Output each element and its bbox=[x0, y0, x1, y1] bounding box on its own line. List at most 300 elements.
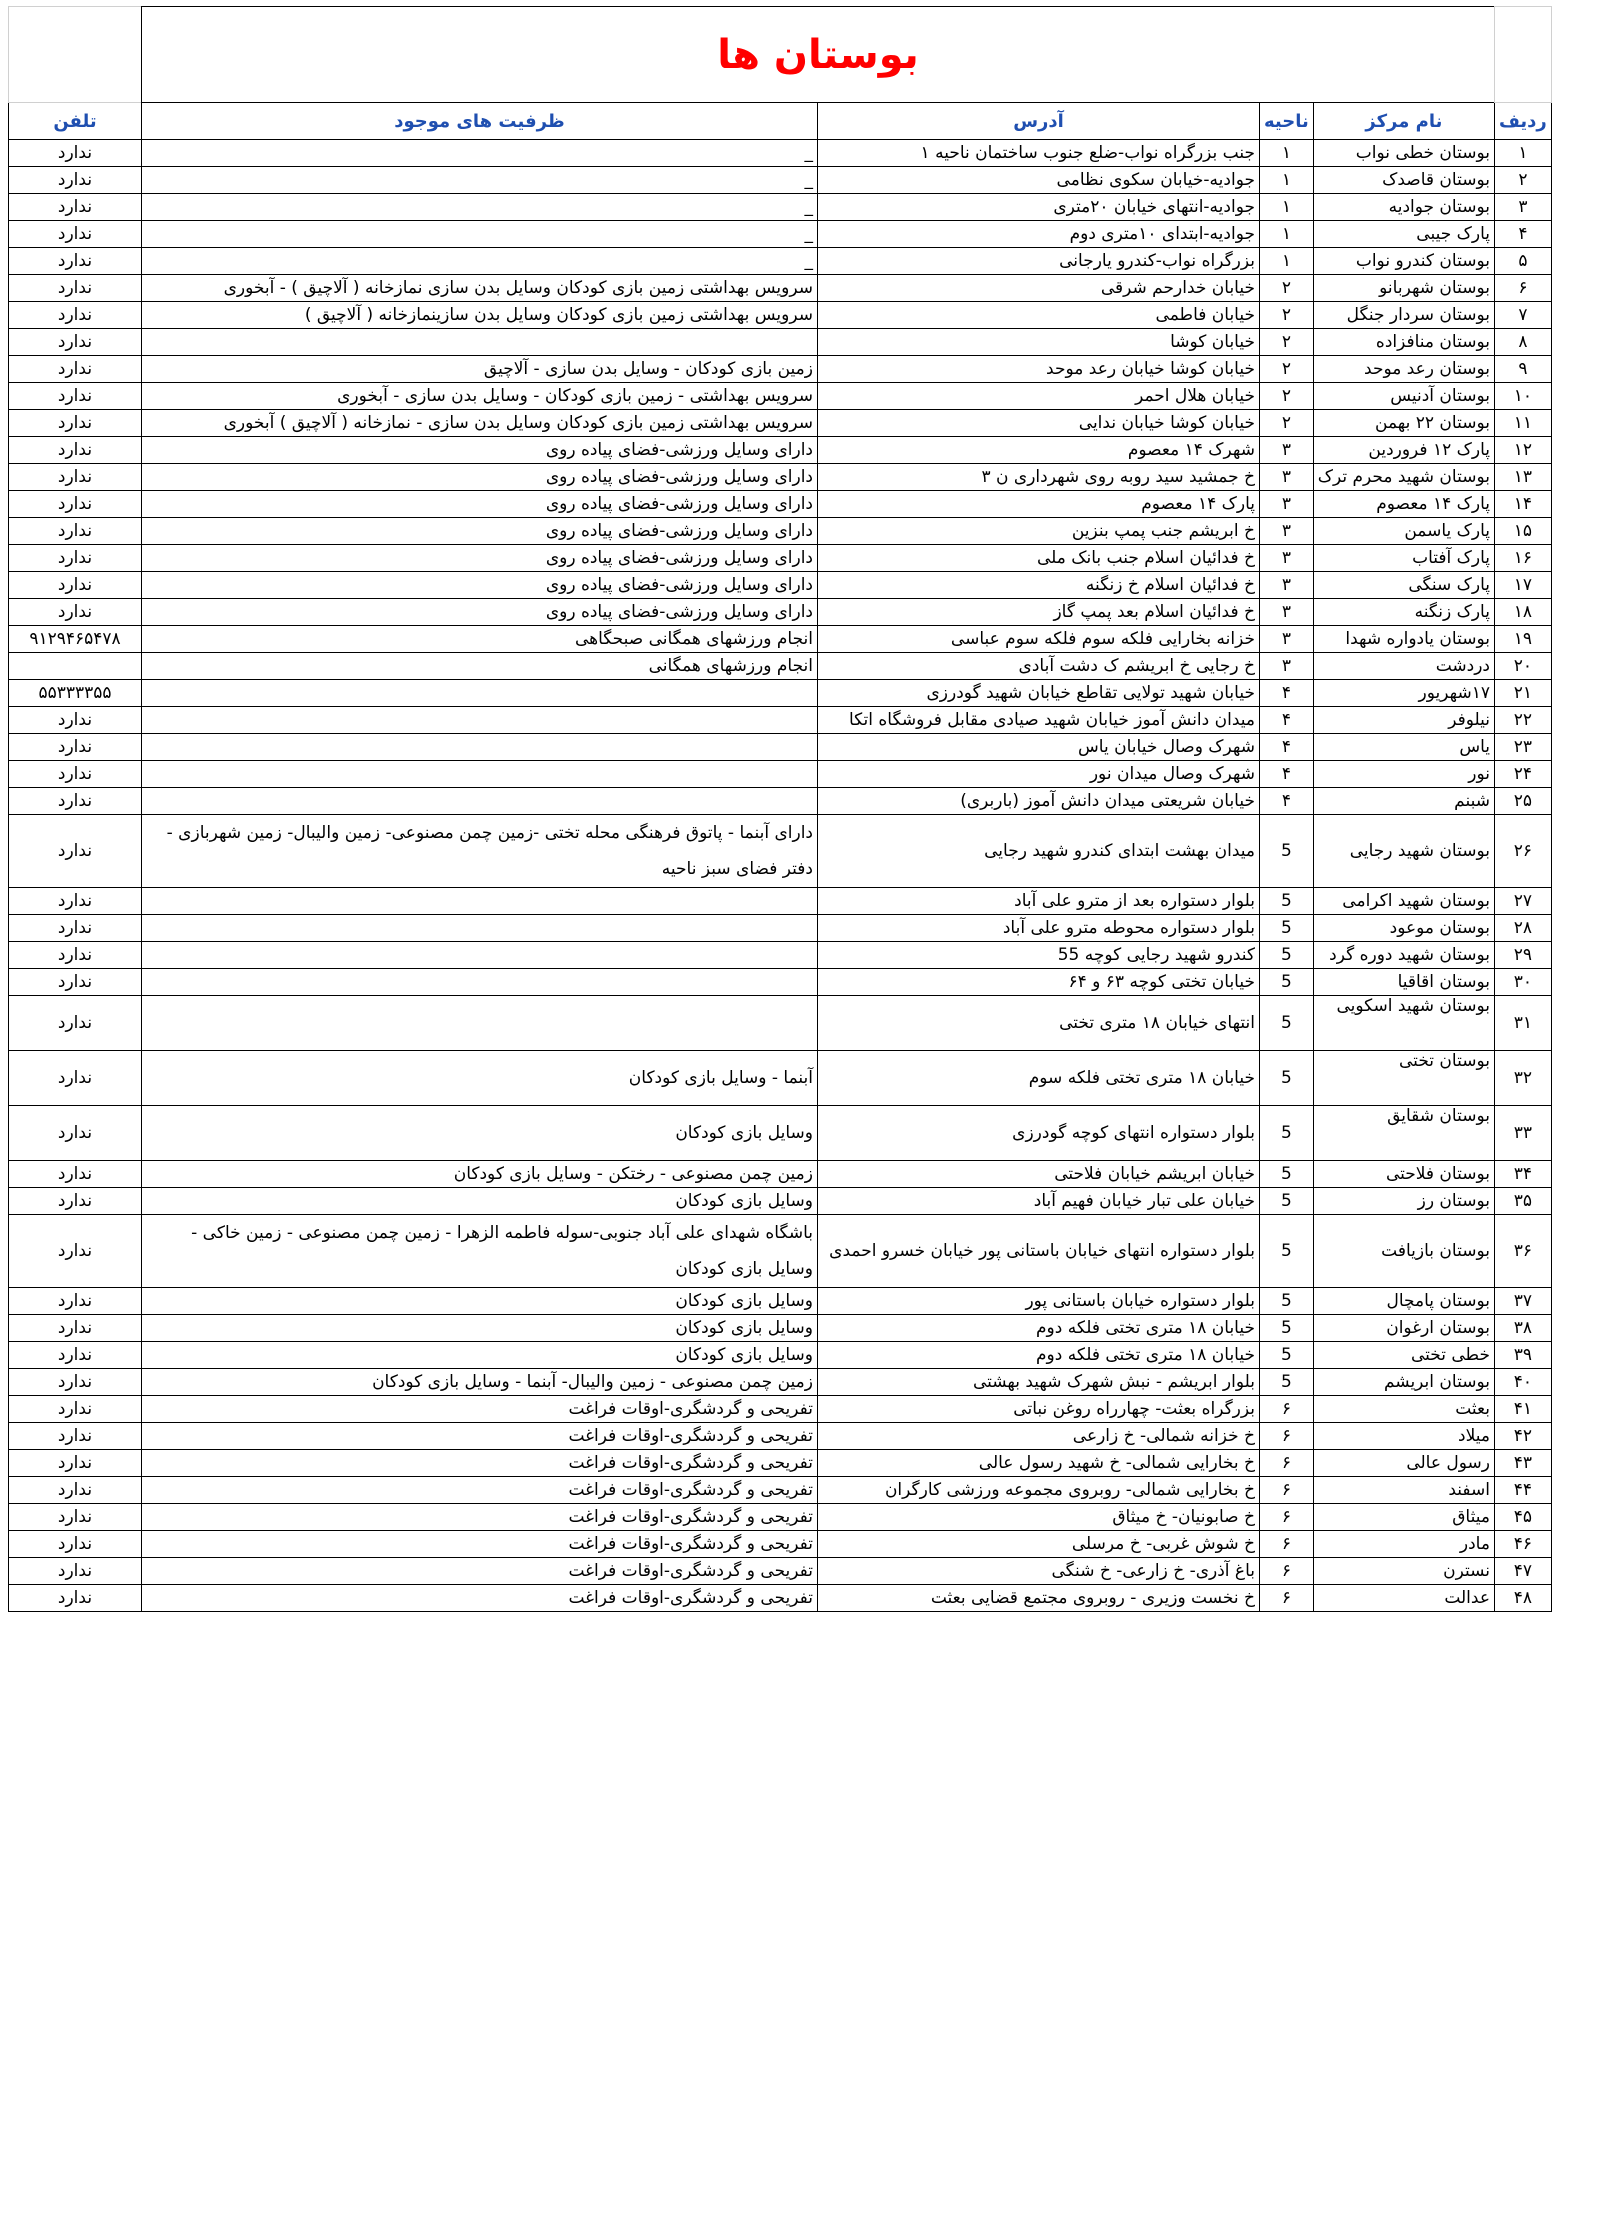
cell-name: بوستان کندرو نواب bbox=[1313, 248, 1494, 275]
cell-phone: ندارد bbox=[9, 1477, 142, 1504]
cell-capacity: زمین بازی کودکان - وسایل بدن سازی - آلاچیق bbox=[142, 356, 818, 383]
table-row bbox=[9, 888, 1552, 915]
cell-capacity: سرویس بهداشتی زمین بازی کودکان وسایل بدن سازی - نمازخانه ( آلاچیق ) آبخوری bbox=[142, 410, 818, 437]
cell-phone: ندارد bbox=[9, 248, 142, 275]
cell-name: اسفند bbox=[1313, 1477, 1494, 1504]
table-row bbox=[9, 788, 1552, 815]
cell-name: میثاق bbox=[1313, 1504, 1494, 1531]
cell-nahie: ۳ bbox=[1260, 572, 1314, 599]
cell-capacity: سرویس بهداشتی - زمین بازی کودکان - وسایل بدن سازی - آبخوری bbox=[142, 383, 818, 410]
cell-address: خیابان ۱۸ متری تختی فلکه دوم bbox=[818, 1315, 1260, 1342]
cell-capacity: تفریحی و گردشگری-اوقات فراغت bbox=[142, 1558, 818, 1585]
cell-address: خ بخارایی شمالی- خ شهید رسول عالی bbox=[818, 1450, 1260, 1477]
table-row bbox=[9, 653, 1552, 680]
cell-phone: ندارد bbox=[9, 1188, 142, 1215]
cell-nahie: ۶ bbox=[1260, 1585, 1314, 1612]
cell-capacity: آبنما - وسایل بازی کودکان bbox=[142, 1051, 818, 1106]
table-row bbox=[9, 707, 1552, 734]
cell-phone: ندارد bbox=[9, 1342, 142, 1369]
cell-radif: ۳۷ bbox=[1494, 1288, 1551, 1315]
header-phone: تلفن bbox=[9, 103, 142, 140]
cell-address: کندرو شهید رجایی کوچه 55 bbox=[818, 942, 1260, 969]
cell-name: بوستان پامچال bbox=[1313, 1288, 1494, 1315]
cell-address: بلوار دستواره انتهای کوچه گودرزی bbox=[818, 1106, 1260, 1161]
cell-capacity: زمین چمن مصنوعی - زمین والیبال- آبنما - وسایل بازی کودکان bbox=[142, 1369, 818, 1396]
cell-capacity: سرویس بهداشتی زمین بازی کودکان وسایل بدن سازینمازخانه ( آلاچیق ) bbox=[142, 302, 818, 329]
cell-radif: ۴۶ bbox=[1494, 1531, 1551, 1558]
cell-address: خیابان شهید تولایی تقاطع خیابان شهید گودرزی bbox=[818, 680, 1260, 707]
cell-name: بوستان ابریشم bbox=[1313, 1369, 1494, 1396]
cell-capacity: وسایل بازی کودکان bbox=[142, 1288, 818, 1315]
cell-address: جوادیه-انتهای خیابان ۲۰متری bbox=[818, 194, 1260, 221]
cell-radif: ۱۹ bbox=[1494, 626, 1551, 653]
cell-name: بوستان ارغوان bbox=[1313, 1315, 1494, 1342]
cell-capacity: دارای وسایل ورزشی-فضای پیاده روی bbox=[142, 572, 818, 599]
cell-capacity: تفریحی و گردشگری-اوقات فراغت bbox=[142, 1504, 818, 1531]
cell-radif: ۲۳ bbox=[1494, 734, 1551, 761]
cell-address: خ جمشید سید روبه روی شهرداری ن ۳ bbox=[818, 464, 1260, 491]
cell-phone: ندارد bbox=[9, 356, 142, 383]
cell-nahie: 5 bbox=[1260, 915, 1314, 942]
cell-name: پارک ۱۴ معصوم bbox=[1313, 491, 1494, 518]
cell-nahie: ۶ bbox=[1260, 1396, 1314, 1423]
table-row bbox=[9, 734, 1552, 761]
cell-radif: ۱۳ bbox=[1494, 464, 1551, 491]
cell-name: بوستان آدنیس bbox=[1313, 383, 1494, 410]
cell-phone: ندارد bbox=[9, 1369, 142, 1396]
cell-capacity bbox=[142, 707, 818, 734]
cell-name: بوستان شهید دوره گرد bbox=[1313, 942, 1494, 969]
cell-name: پارک زنگنه bbox=[1313, 599, 1494, 626]
table-row bbox=[9, 815, 1552, 888]
table-row bbox=[9, 1161, 1552, 1188]
cell-phone: ندارد bbox=[9, 167, 142, 194]
cell-capacity: دارای وسایل ورزشی-فضای پیاده روی bbox=[142, 545, 818, 572]
cell-capacity: تفریحی و گردشگری-اوقات فراغت bbox=[142, 1450, 818, 1477]
table-row bbox=[9, 1215, 1552, 1288]
cell-nahie: ۱ bbox=[1260, 194, 1314, 221]
header-address: آدرس bbox=[818, 103, 1260, 140]
cell-name: بوستان خطی نواب bbox=[1313, 140, 1494, 167]
cell-name: بوستان شهید رجایی bbox=[1313, 815, 1494, 888]
cell-nahie: 5 bbox=[1260, 815, 1314, 888]
cell-address: خیابان ۱۸ متری تختی فلکه دوم bbox=[818, 1342, 1260, 1369]
cell-phone: ندارد bbox=[9, 302, 142, 329]
cell-phone: ۵۵۳۳۳۳۵۵ bbox=[9, 680, 142, 707]
cell-radif: ۱۴ bbox=[1494, 491, 1551, 518]
table-row bbox=[9, 599, 1552, 626]
table-row bbox=[9, 248, 1552, 275]
cell-nahie: 5 bbox=[1260, 1161, 1314, 1188]
cell-phone: ندارد bbox=[9, 1288, 142, 1315]
cell-name: نور bbox=[1313, 761, 1494, 788]
cell-phone: ندارد bbox=[9, 464, 142, 491]
cell-phone: ندارد bbox=[9, 996, 142, 1051]
title-spacer-left bbox=[9, 7, 142, 103]
header-radif: ردیف bbox=[1494, 103, 1551, 140]
cell-phone: ندارد bbox=[9, 915, 142, 942]
cell-radif: ۱۰ bbox=[1494, 383, 1551, 410]
cell-address: انتهای خیابان ۱۸ متری تختی bbox=[818, 996, 1260, 1051]
cell-nahie: 5 bbox=[1260, 1051, 1314, 1106]
cell-address: شهرک ۱۴ معصوم bbox=[818, 437, 1260, 464]
cell-nahie: ۶ bbox=[1260, 1558, 1314, 1585]
cell-radif: ۱۱ bbox=[1494, 410, 1551, 437]
cell-radif: ۷ bbox=[1494, 302, 1551, 329]
cell-nahie: 5 bbox=[1260, 996, 1314, 1051]
table-row bbox=[9, 410, 1552, 437]
cell-radif: ۳۶ bbox=[1494, 1215, 1551, 1288]
cell-capacity: تفریحی و گردشگری-اوقات فراغت bbox=[142, 1585, 818, 1612]
cell-radif: ۳۵ bbox=[1494, 1188, 1551, 1215]
table-row bbox=[9, 1423, 1552, 1450]
header-capacity: ظرفیت های موجود bbox=[142, 103, 818, 140]
table-row bbox=[9, 356, 1552, 383]
table-row bbox=[9, 1504, 1552, 1531]
cell-nahie: ۳ bbox=[1260, 599, 1314, 626]
cell-name: ۱۷شهریور bbox=[1313, 680, 1494, 707]
cell-capacity: سرویس بهداشتی زمین بازی کودکان وسایل بدن سازی نمازخانه ( آلاچیق ) - آبخوری bbox=[142, 275, 818, 302]
cell-name: بوستان رز bbox=[1313, 1188, 1494, 1215]
table-row bbox=[9, 491, 1552, 518]
table-row bbox=[9, 518, 1552, 545]
cell-name: پارک آفتاب bbox=[1313, 545, 1494, 572]
table-row bbox=[9, 1315, 1552, 1342]
table-row bbox=[9, 464, 1552, 491]
cell-address: خیابان ۱۸ متری تختی فلکه سوم bbox=[818, 1051, 1260, 1106]
cell-nahie: ۲ bbox=[1260, 410, 1314, 437]
table-row bbox=[9, 942, 1552, 969]
table-row bbox=[9, 1450, 1552, 1477]
cell-nahie: ۴ bbox=[1260, 734, 1314, 761]
cell-radif: ۴۳ bbox=[1494, 1450, 1551, 1477]
cell-radif: ۸ bbox=[1494, 329, 1551, 356]
cell-phone: ندارد bbox=[9, 1450, 142, 1477]
cell-address: شهرک وصال میدان نور bbox=[818, 761, 1260, 788]
cell-address: جنب بزرگراه نواب-ضلع جنوب ساختمان ناحیه ۱ bbox=[818, 140, 1260, 167]
cell-radif: ۴۴ bbox=[1494, 1477, 1551, 1504]
cell-phone: ندارد bbox=[9, 734, 142, 761]
table-row bbox=[9, 1585, 1552, 1612]
cell-address: خیابان ابریشم خیابان فلاحتی bbox=[818, 1161, 1260, 1188]
cell-address: جوادیه-ابتدای ۱۰متری دوم bbox=[818, 221, 1260, 248]
cell-radif: ۲۷ bbox=[1494, 888, 1551, 915]
cell-name: دردشت bbox=[1313, 653, 1494, 680]
cell-radif: ۳۲ bbox=[1494, 1051, 1551, 1106]
cell-name: میلاد bbox=[1313, 1423, 1494, 1450]
cell-phone: ندارد bbox=[9, 491, 142, 518]
table-row bbox=[9, 572, 1552, 599]
table-body bbox=[9, 140, 1552, 1612]
cell-address: خیابان کوشا خیابان رعد موحد bbox=[818, 356, 1260, 383]
cell-name: بوستان جوادیه bbox=[1313, 194, 1494, 221]
cell-address: خ رجایی خ ابریشم ک دشت آبادی bbox=[818, 653, 1260, 680]
cell-name: پارک سنگی bbox=[1313, 572, 1494, 599]
cell-name: بوستان تختی bbox=[1313, 1051, 1494, 1106]
cell-phone: ندارد bbox=[9, 1161, 142, 1188]
cell-nahie: ۱ bbox=[1260, 248, 1314, 275]
cell-name: پارک یاسمن bbox=[1313, 518, 1494, 545]
spreadsheet bbox=[8, 6, 1552, 1612]
table-row bbox=[9, 1396, 1552, 1423]
cell-name: رسول عالی bbox=[1313, 1450, 1494, 1477]
cell-radif: ۳ bbox=[1494, 194, 1551, 221]
cell-phone: ندارد bbox=[9, 1558, 142, 1585]
cell-phone: ندارد bbox=[9, 1051, 142, 1106]
parks-table bbox=[8, 6, 1552, 1612]
table-row bbox=[9, 1288, 1552, 1315]
cell-name: یاس bbox=[1313, 734, 1494, 761]
cell-address: خیابان علی تبار خیابان فهیم آباد bbox=[818, 1188, 1260, 1215]
cell-phone: ندارد bbox=[9, 572, 142, 599]
cell-capacity bbox=[142, 888, 818, 915]
cell-address: خ فدائیان اسلام جنب بانک ملی bbox=[818, 545, 1260, 572]
cell-phone: ۹۱۲۹۴۶۵۴۷۸ bbox=[9, 626, 142, 653]
cell-address: بلوار دستواره محوطه مترو علی آباد bbox=[818, 915, 1260, 942]
cell-name: پارک ۱۲ فروردین bbox=[1313, 437, 1494, 464]
table-row bbox=[9, 1531, 1552, 1558]
cell-nahie: ۱ bbox=[1260, 167, 1314, 194]
cell-name: بوستان رعد موحد bbox=[1313, 356, 1494, 383]
cell-address: خیابان خدارحم شرقی bbox=[818, 275, 1260, 302]
cell-radif: ۳۳ bbox=[1494, 1106, 1551, 1161]
cell-capacity bbox=[142, 329, 818, 356]
cell-name: بوستان شهید اسکویی bbox=[1313, 996, 1494, 1051]
cell-phone: ندارد bbox=[9, 888, 142, 915]
cell-name: بوستان اقاقیا bbox=[1313, 969, 1494, 996]
cell-radif: ۲ bbox=[1494, 167, 1551, 194]
cell-address: بلوار دستواره انتهای خیابان باستانی پور خیابان خسرو احمدی bbox=[818, 1215, 1260, 1288]
cell-radif: ۴۵ bbox=[1494, 1504, 1551, 1531]
cell-name: نسترن bbox=[1313, 1558, 1494, 1585]
header-row bbox=[9, 103, 1552, 140]
cell-name: بوستان شهید محرم ترک bbox=[1313, 464, 1494, 491]
table-row bbox=[9, 761, 1552, 788]
cell-nahie: ۶ bbox=[1260, 1450, 1314, 1477]
cell-capacity: وسایل بازی کودکان bbox=[142, 1315, 818, 1342]
cell-radif: ۲۴ bbox=[1494, 761, 1551, 788]
cell-radif: ۴۸ bbox=[1494, 1585, 1551, 1612]
cell-capacity: دارای وسایل ورزشی-فضای پیاده روی bbox=[142, 464, 818, 491]
cell-nahie: 5 bbox=[1260, 1288, 1314, 1315]
cell-phone: ندارد bbox=[9, 1106, 142, 1161]
table-row bbox=[9, 329, 1552, 356]
cell-nahie: ۲ bbox=[1260, 329, 1314, 356]
cell-address: خیابان کوشا خیابان ندایی bbox=[818, 410, 1260, 437]
cell-nahie: 5 bbox=[1260, 1369, 1314, 1396]
table-row bbox=[9, 194, 1552, 221]
cell-address: میدان بهشت ابتدای کندرو شهید رجایی bbox=[818, 815, 1260, 888]
cell-phone: ندارد bbox=[9, 599, 142, 626]
cell-radif: ۴۲ bbox=[1494, 1423, 1551, 1450]
cell-address: خزانه بخارایی فلکه سوم فلکه سوم عباسی bbox=[818, 626, 1260, 653]
cell-nahie: ۳ bbox=[1260, 491, 1314, 518]
cell-capacity: دارای وسایل ورزشی-فضای پیاده روی bbox=[142, 437, 818, 464]
cell-capacity: وسایل بازی کودکان bbox=[142, 1106, 818, 1161]
cell-nahie: ۳ bbox=[1260, 464, 1314, 491]
cell-capacity bbox=[142, 734, 818, 761]
title-spacer-right bbox=[1494, 7, 1551, 103]
cell-phone: ندارد bbox=[9, 383, 142, 410]
cell-name: نیلوفر bbox=[1313, 707, 1494, 734]
cell-radif: ۲۸ bbox=[1494, 915, 1551, 942]
cell-capacity: دارای وسایل ورزشی-فضای پیاده روی bbox=[142, 491, 818, 518]
cell-phone: ندارد bbox=[9, 1396, 142, 1423]
cell-nahie: ۲ bbox=[1260, 356, 1314, 383]
cell-radif: ۲۰ bbox=[1494, 653, 1551, 680]
cell-phone: ندارد bbox=[9, 1315, 142, 1342]
cell-capacity: انجام ورزشهای همگانی صبحگاهی bbox=[142, 626, 818, 653]
cell-phone: ندارد bbox=[9, 788, 142, 815]
table-row bbox=[9, 383, 1552, 410]
table-row bbox=[9, 545, 1552, 572]
cell-capacity: تفریحی و گردشگری-اوقات فراغت bbox=[142, 1396, 818, 1423]
cell-radif: ۳۸ bbox=[1494, 1315, 1551, 1342]
table-row bbox=[9, 221, 1552, 248]
table-row bbox=[9, 915, 1552, 942]
cell-nahie: 5 bbox=[1260, 942, 1314, 969]
cell-radif: ۶ bbox=[1494, 275, 1551, 302]
cell-address: پارک ۱۴ معصوم bbox=[818, 491, 1260, 518]
cell-address: خ بخارایی شمالی- روبروی مجموعه ورزشی کارگران bbox=[818, 1477, 1260, 1504]
table-row bbox=[9, 1106, 1552, 1161]
cell-phone: ندارد bbox=[9, 815, 142, 888]
cell-name: بوستان منافزاده bbox=[1313, 329, 1494, 356]
table-row bbox=[9, 1558, 1552, 1585]
cell-phone: ندارد bbox=[9, 942, 142, 969]
cell-phone: ندارد bbox=[9, 221, 142, 248]
cell-capacity bbox=[142, 942, 818, 969]
cell-address: بلوار دستواره بعد از مترو علی آباد bbox=[818, 888, 1260, 915]
cell-name: بوستان موعود bbox=[1313, 915, 1494, 942]
cell-address: خ نخست وزیری - روبروی مجتمع قضایی بعثت bbox=[818, 1585, 1260, 1612]
cell-nahie: 5 bbox=[1260, 1106, 1314, 1161]
cell-capacity: انجام ورزشهای همگانی bbox=[142, 653, 818, 680]
cell-capacity bbox=[142, 680, 818, 707]
cell-address: خ خزانه شمالی- خ زارعی bbox=[818, 1423, 1260, 1450]
cell-address: خیابان هلال احمر bbox=[818, 383, 1260, 410]
cell-radif: ۱ bbox=[1494, 140, 1551, 167]
cell-nahie: ۳ bbox=[1260, 653, 1314, 680]
cell-address: خ فدائیان اسلام خ زنگنه bbox=[818, 572, 1260, 599]
header-name: نام مرکز bbox=[1313, 103, 1494, 140]
cell-capacity: _ bbox=[142, 140, 818, 167]
cell-nahie: ۴ bbox=[1260, 680, 1314, 707]
cell-nahie: 5 bbox=[1260, 1188, 1314, 1215]
cell-radif: ۱۷ bbox=[1494, 572, 1551, 599]
cell-capacity: وسایل بازی کودکان bbox=[142, 1342, 818, 1369]
cell-radif: ۹ bbox=[1494, 356, 1551, 383]
cell-name: بوستان شهربانو bbox=[1313, 275, 1494, 302]
cell-capacity: _ bbox=[142, 248, 818, 275]
cell-nahie: ۶ bbox=[1260, 1477, 1314, 1504]
table-row bbox=[9, 969, 1552, 996]
cell-phone: ندارد bbox=[9, 969, 142, 996]
table-row bbox=[9, 140, 1552, 167]
cell-phone bbox=[9, 653, 142, 680]
cell-nahie: ۳ bbox=[1260, 626, 1314, 653]
cell-name: بعثت bbox=[1313, 1396, 1494, 1423]
cell-name: مادر bbox=[1313, 1531, 1494, 1558]
cell-nahie: ۲ bbox=[1260, 275, 1314, 302]
cell-name: بوستان قاصدک bbox=[1313, 167, 1494, 194]
cell-phone: ندارد bbox=[9, 275, 142, 302]
cell-name: بوستان شقایق bbox=[1313, 1106, 1494, 1161]
cell-capacity: _ bbox=[142, 221, 818, 248]
cell-address: بزرگراه بعثت- چهارراه روغن نباتی bbox=[818, 1396, 1260, 1423]
cell-address: خیابان تختی کوچه ۶۳ و ۶۴ bbox=[818, 969, 1260, 996]
cell-name: بوستان یادواره شهدا bbox=[1313, 626, 1494, 653]
cell-phone: ندارد bbox=[9, 518, 142, 545]
cell-address: بلوار دستواره خیابان باستانی پور bbox=[818, 1288, 1260, 1315]
cell-nahie: ۳ bbox=[1260, 437, 1314, 464]
header-nahie: ناحیه bbox=[1260, 103, 1314, 140]
table-row bbox=[9, 167, 1552, 194]
cell-nahie: ۳ bbox=[1260, 545, 1314, 572]
cell-radif: ۲۱ bbox=[1494, 680, 1551, 707]
cell-capacity: _ bbox=[142, 167, 818, 194]
cell-radif: ۵ bbox=[1494, 248, 1551, 275]
cell-phone: ندارد bbox=[9, 707, 142, 734]
cell-address: خ شوش غربی- خ مرسلی bbox=[818, 1531, 1260, 1558]
cell-phone: ندارد bbox=[9, 1423, 142, 1450]
cell-radif: ۴۷ bbox=[1494, 1558, 1551, 1585]
cell-address: باغ آذری- خ زارعی- خ شنگی bbox=[818, 1558, 1260, 1585]
page-title: بوستان ها bbox=[142, 7, 1495, 103]
cell-phone: ندارد bbox=[9, 194, 142, 221]
table-row bbox=[9, 1188, 1552, 1215]
cell-name: عدالت bbox=[1313, 1585, 1494, 1612]
cell-nahie: ۳ bbox=[1260, 518, 1314, 545]
cell-name: بوستان بازیافت bbox=[1313, 1215, 1494, 1288]
cell-nahie: ۶ bbox=[1260, 1423, 1314, 1450]
cell-address: بزرگراه نواب-کندرو یارجانی bbox=[818, 248, 1260, 275]
cell-capacity: زمین چمن مصنوعی - رختکن - وسایل بازی کودکان bbox=[142, 1161, 818, 1188]
cell-phone: ندارد bbox=[9, 545, 142, 572]
cell-radif: ۱۶ bbox=[1494, 545, 1551, 572]
cell-name: پارک جیبی bbox=[1313, 221, 1494, 248]
cell-phone: ندارد bbox=[9, 1585, 142, 1612]
cell-nahie: ۴ bbox=[1260, 707, 1314, 734]
cell-nahie: 5 bbox=[1260, 1315, 1314, 1342]
cell-nahie: 5 bbox=[1260, 1215, 1314, 1288]
cell-capacity: وسایل بازی کودکان bbox=[142, 1188, 818, 1215]
cell-address: میدان دانش آموز خیابان شهید صیادی مقابل فروشگاه اتکا bbox=[818, 707, 1260, 734]
cell-phone: ندارد bbox=[9, 437, 142, 464]
title-row bbox=[9, 7, 1552, 103]
cell-capacity: دارای آبنما - پاتوق فرهنگی محله تختی -زمین چمن مصنوعی- زمین والیبال- زمین شهربازی - دفتر فضای سبز ناحیه bbox=[142, 815, 818, 888]
cell-radif: ۲۶ bbox=[1494, 815, 1551, 888]
cell-capacity bbox=[142, 761, 818, 788]
cell-nahie: ۴ bbox=[1260, 761, 1314, 788]
cell-radif: ۳۰ bbox=[1494, 969, 1551, 996]
table-row bbox=[9, 996, 1552, 1051]
cell-capacity: دارای وسایل ورزشی-فضای پیاده روی bbox=[142, 599, 818, 626]
cell-capacity bbox=[142, 788, 818, 815]
table-row bbox=[9, 626, 1552, 653]
cell-address: خ ابریشم جنب پمپ بنزین bbox=[818, 518, 1260, 545]
cell-address: بلوار ابریشم - نبش شهرک شهید بهشتی bbox=[818, 1369, 1260, 1396]
cell-capacity bbox=[142, 915, 818, 942]
cell-address: خیابان کوشا bbox=[818, 329, 1260, 356]
cell-capacity: دارای وسایل ورزشی-فضای پیاده روی bbox=[142, 518, 818, 545]
cell-name: بوستان سردار جنگل bbox=[1313, 302, 1494, 329]
cell-address: خ صابونیان- خ میثاق bbox=[818, 1504, 1260, 1531]
cell-capacity: تفریحی و گردشگری-اوقات فراغت bbox=[142, 1423, 818, 1450]
table-row bbox=[9, 275, 1552, 302]
cell-address: جوادیه-خیابان سکوی نظامی bbox=[818, 167, 1260, 194]
cell-nahie: ۱ bbox=[1260, 221, 1314, 248]
